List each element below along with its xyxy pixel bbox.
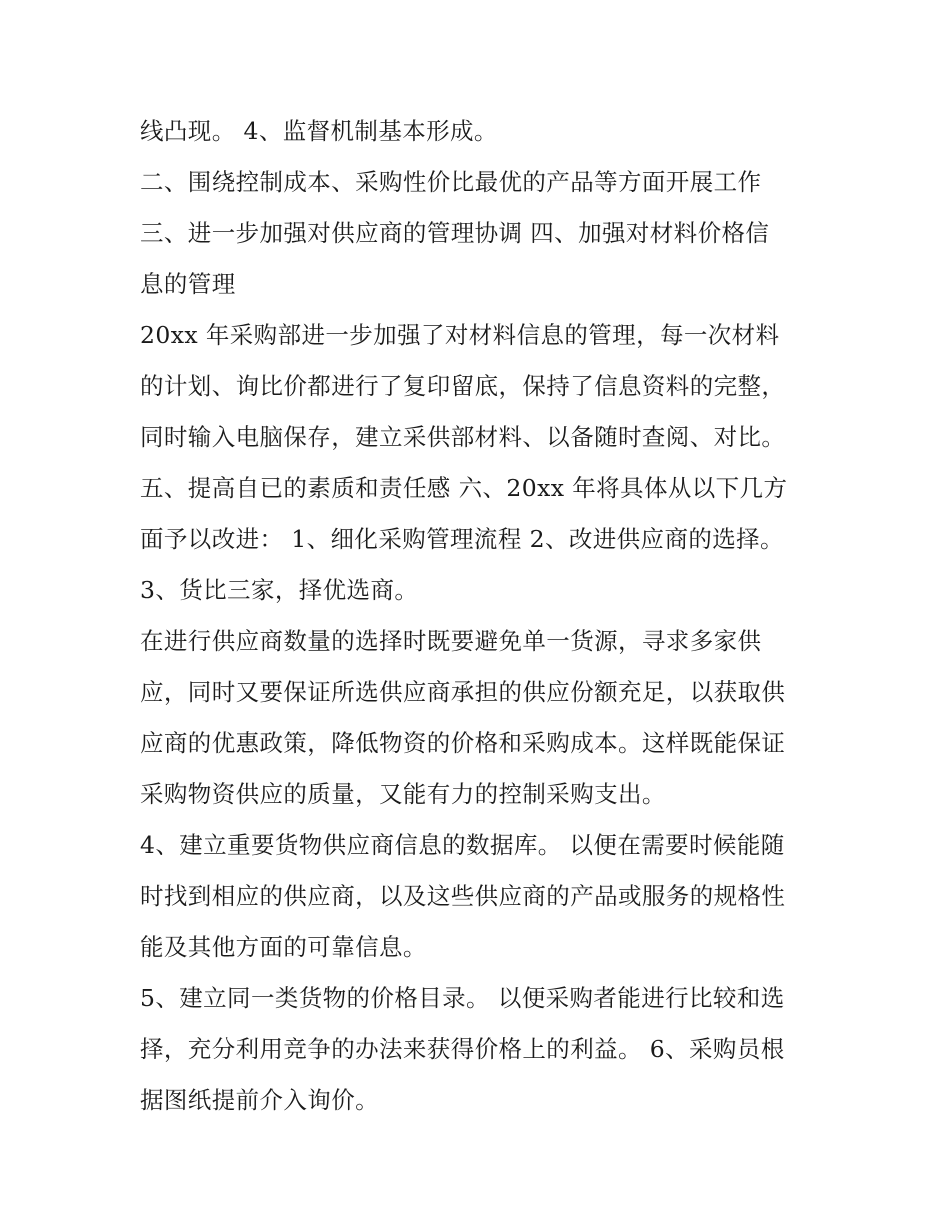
text-line: 4、建立重要货物供应商信息的数据库。 以便在需要时候能随 (140, 831, 785, 859)
text-line: 息的管理 (140, 270, 236, 298)
text-line: 的计划、询比价都进行了复印留底，保持了信息资料的完整， (140, 372, 786, 400)
text-line: 线凸现。 4、监督机制基本形成。 (140, 117, 498, 145)
body-text (140, 106, 830, 1126)
text-line: 在进行供应商数量的选择时既要避免单一货源，寻求多家供 (140, 627, 762, 655)
text-line: 时找到相应的供应商，以及这些供应商的产品或服务的规格性 (140, 882, 786, 910)
text-line: 20xx 年采购部进一步加强了对材料信息的管理，每一次材料 (140, 321, 780, 349)
text-line: 面予以改进： 1、细化采购管理流程 2、改进供应商的选择。 (140, 525, 784, 553)
text-line: 择，充分利用竞争的办法来获得价格上的利益。 6、采购员根 (140, 1035, 785, 1063)
text-line: 同时输入电脑保存，建立采供部材料、以备随时查阅、对比。 (140, 423, 786, 451)
text-line: 应商的优惠政策，降低物资的价格和采购成本。这样既能保证 (140, 729, 786, 757)
text-line: 采购物资供应的质量，又能有力的控制采购支出。 (140, 780, 666, 808)
text-line: 5、建立同一类货物的价格目录。 以便采购者能进行比较和选 (140, 984, 785, 1012)
text-line: 五、提高自已的素质和责任感 六、20xx 年将具体从以下几方 (140, 474, 788, 502)
text-line: 三、进一步加强对供应商的管理协调 四、加强对材料价格信 (140, 219, 770, 247)
text-line: 能及其他方面的可靠信息。 (140, 933, 427, 961)
text-line: 应，同时又要保证所选供应商承担的供应份额充足，以获取供 (140, 678, 786, 706)
text-line: 据图纸提前介入询价。 (140, 1086, 379, 1114)
text-line: 二、围绕控制成本、采购性价比最优的产品等方面开展工作 (140, 168, 762, 196)
text-line: 3、货比三家，择优选商。 (140, 576, 419, 604)
